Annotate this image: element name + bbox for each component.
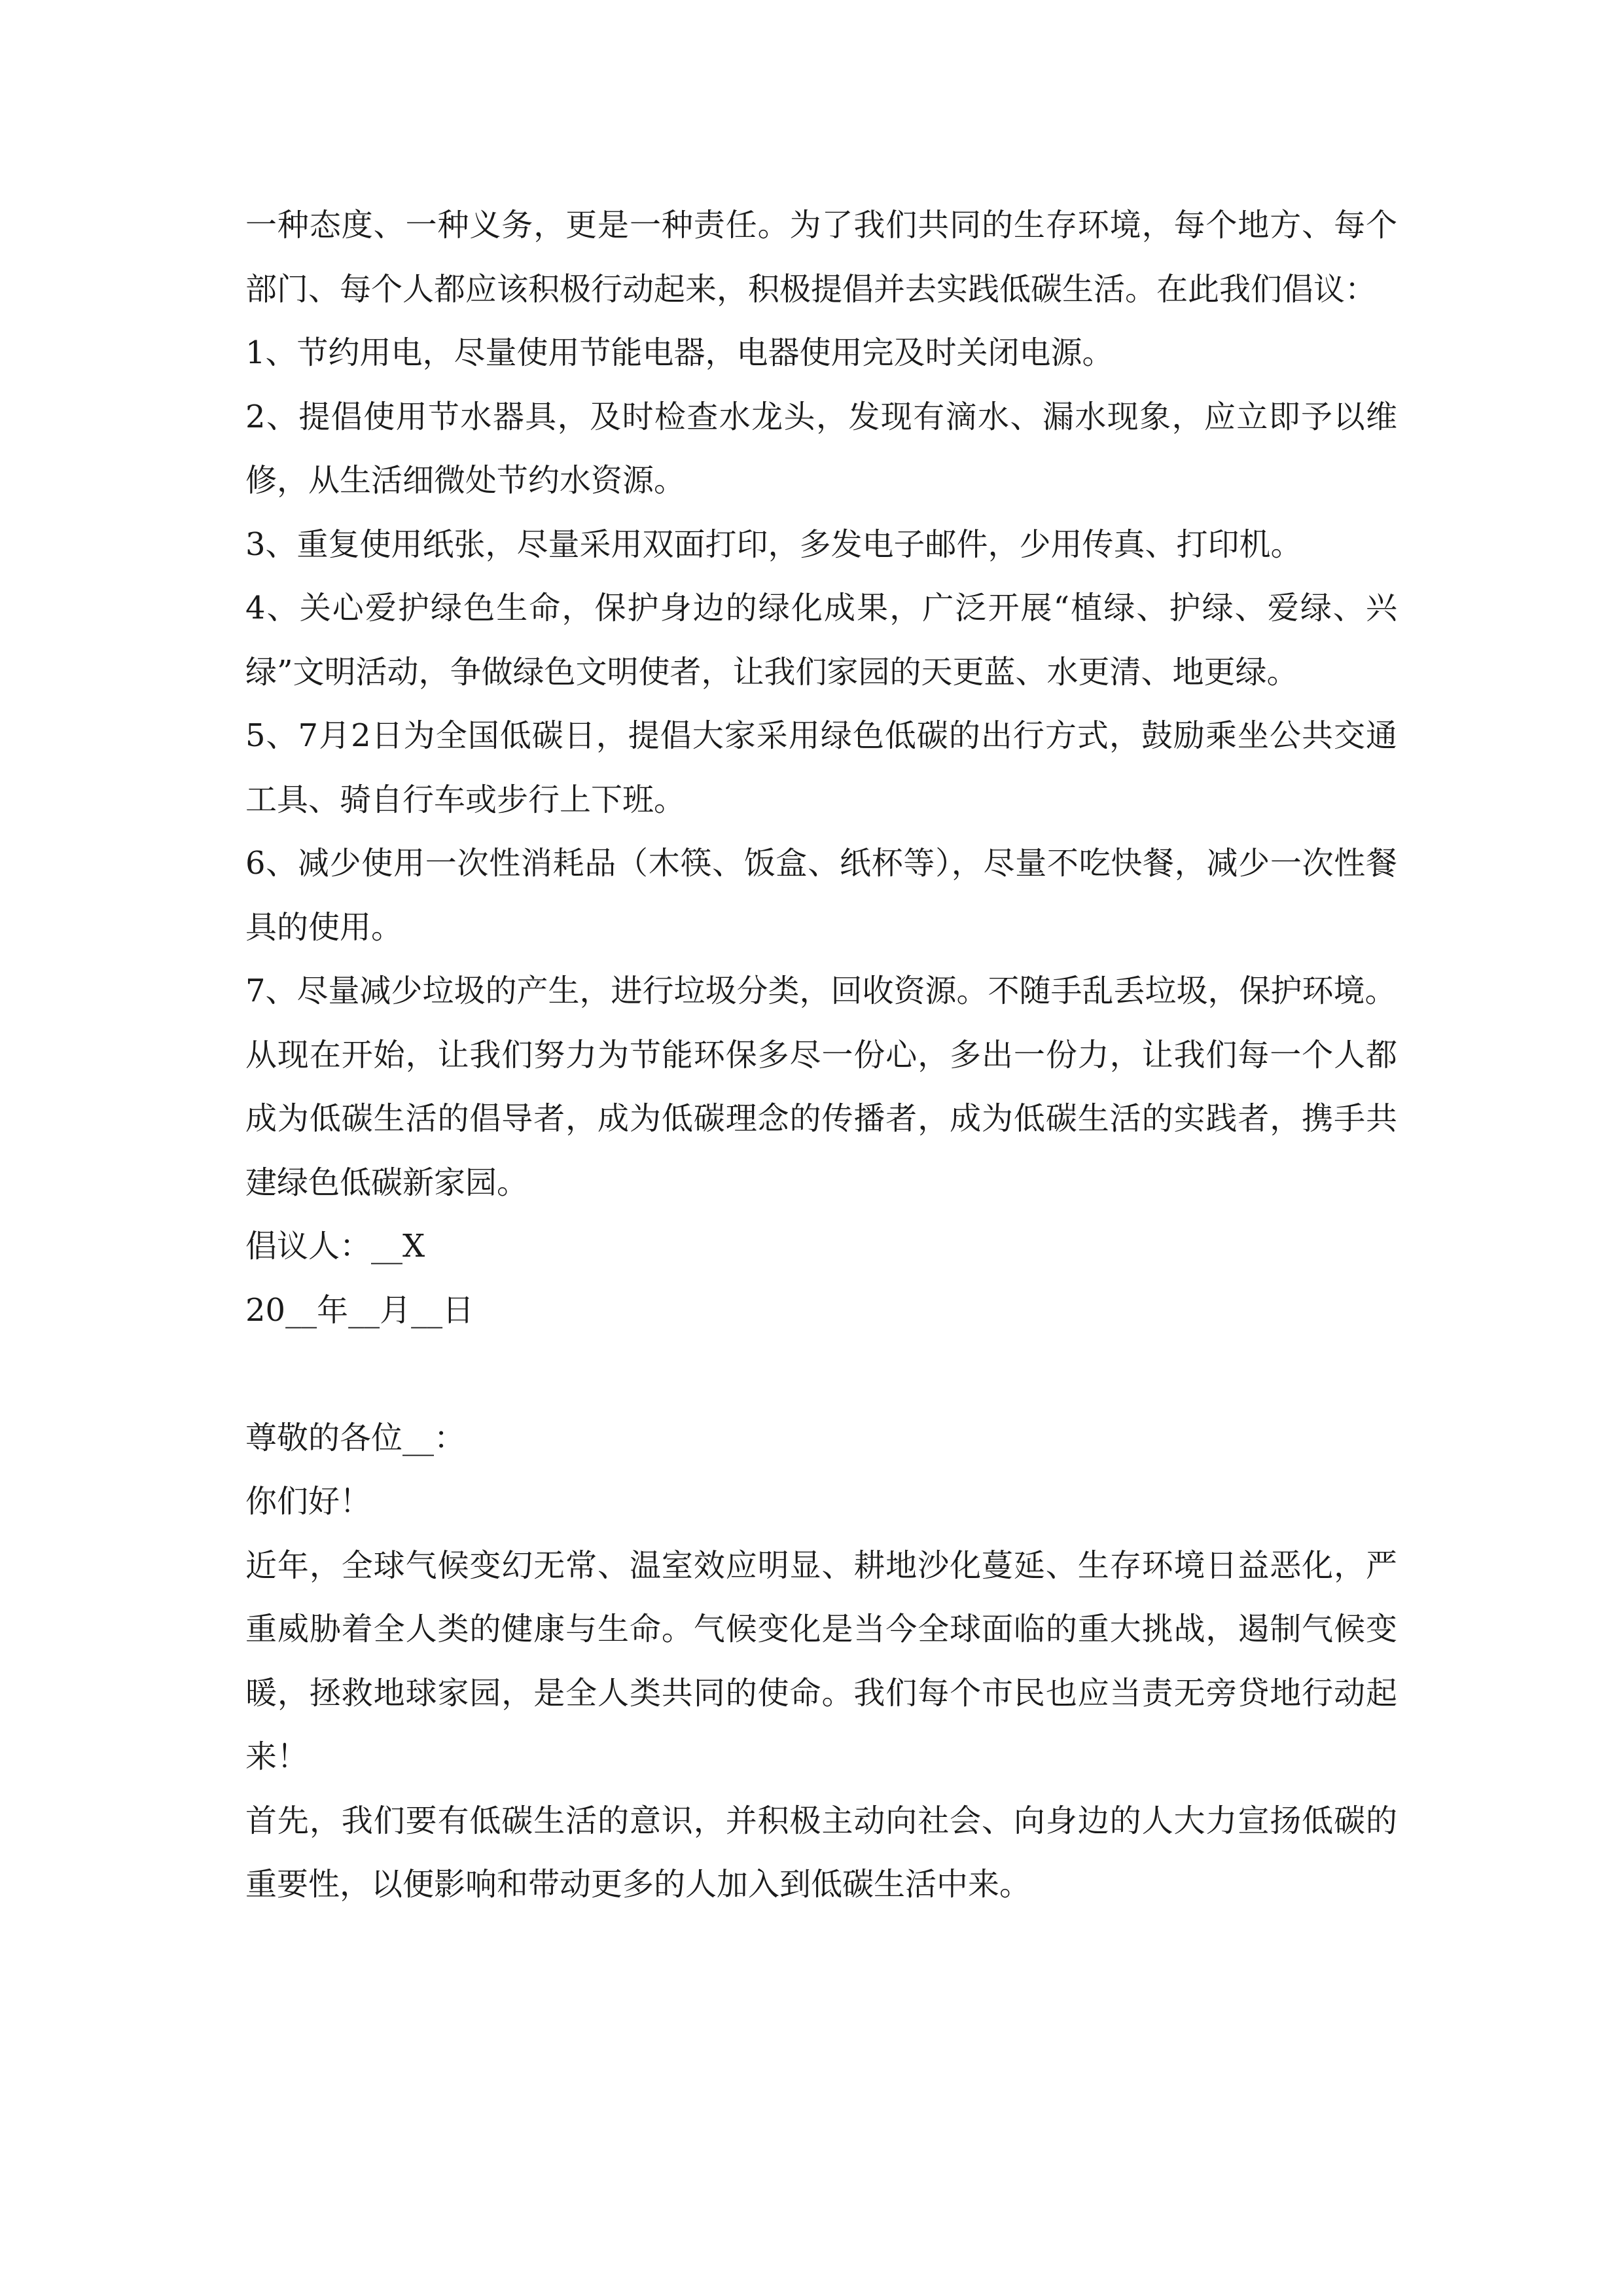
- paragraph-item-5: 5、7月2日为全国低碳日，提倡大家采用绿色低碳的出行方式，鼓励乘坐公共交通工具、骑自行车或步行上下班。: [245, 717, 1397, 818]
- greeting: 你们好！: [245, 1483, 372, 1520]
- paragraph-climate: 近年，全球气候变幻无常、温室效应明显、耕地沙化蔓延、生存环境日益恶化，严重威胁着全人类的健康与生命。气候变化是当今全球面临的重大挑战，遏制气候变暖，拯救地球家园，是全人类共同的使命。我们每个市民也应当责无旁贷地行动起来！: [245, 1547, 1397, 1775]
- salutation: 尊敬的各位__：: [245, 1419, 466, 1456]
- paragraph-first-point: 首先，我们要有低碳生活的意识，并积极主动向社会、向身边的人大力宣扬低碳的重要性，以便影响和带动更多的人加入到低碳生活中来。: [245, 1802, 1397, 1903]
- paragraph-item-2: 2、提倡使用节水器具，及时检查水龙头，发现有滴水、漏水现象，应立即予以维修，从生活细微处节约水资源。: [245, 398, 1397, 499]
- paragraph-item-3: 3、重复使用纸张，尽量采用双面打印，多发电子邮件，少用传真、打印机。: [245, 526, 1302, 563]
- date-line: 20__年__月__日: [245, 1291, 474, 1329]
- paragraph-item-7: 7、尽量减少垃圾的产生，进行垃圾分类，回收资源。不随手乱丢垃圾，保护环境。: [245, 973, 1397, 1009]
- paragraph-item-4: 4、关心爱护绿色生命，保护身边的绿化成果，广泛开展“植绿、护绿、爱绿、兴绿”文明活动，争做绿色文明使者，让我们家园的天更蓝、水更清、地更绿。: [245, 590, 1397, 691]
- section-gap: [245, 1342, 1397, 1407]
- document-body: [245, 194, 1397, 1917]
- paragraph-intro: 一种态度、一种义务，更是一种责任。为了我们共同的生存环境，每个地方、每个部门、每个人都应该积极行动起来，积极提倡并去实践低碳生活。在此我们倡议：: [245, 207, 1397, 308]
- paragraph-item-1: 1、节约用电，尽量使用节能电器，电器使用完及时关闭电源。: [245, 334, 1114, 371]
- paragraph-closing: 从现在开始，让我们努力为节能环保多尽一份心，多出一份力，让我们每一个人都成为低碳生活的倡导者，成为低碳理念的传播者，成为低碳生活的实践者，携手共建绿色低碳新家园。: [245, 1036, 1397, 1201]
- paragraph-item-6: 6、减少使用一次性消耗品（木筷、饭盒、纸杯等），尽量不吃快餐，减少一次性餐具的使用。: [245, 845, 1397, 946]
- signature-line: 倡议人：__X: [245, 1228, 425, 1265]
